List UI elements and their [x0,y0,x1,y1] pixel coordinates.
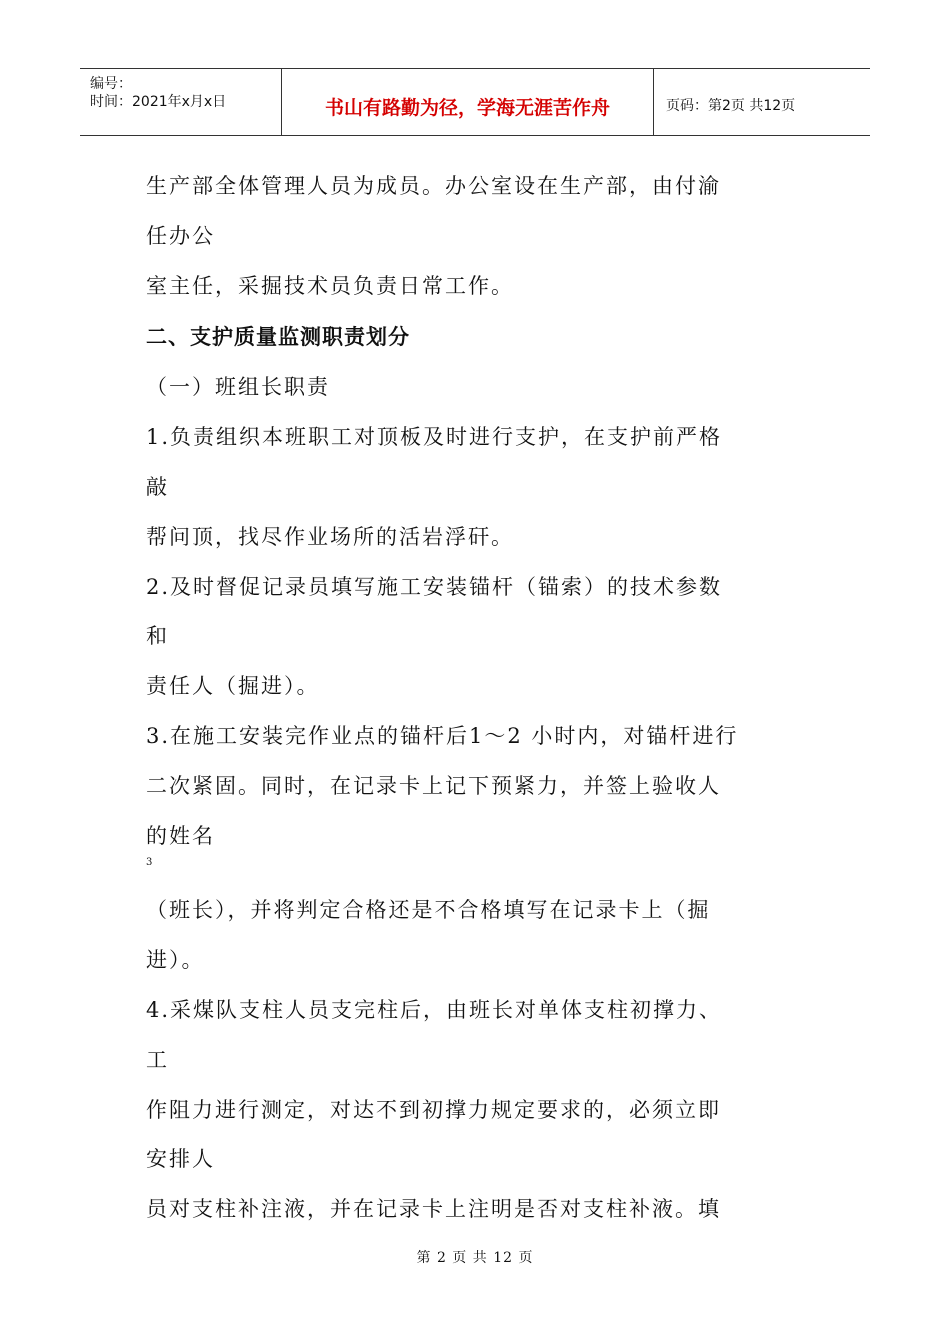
body-line: 敲 [146,475,169,499]
body-line: 进）。 [146,948,205,972]
page-footer: 第 2 页 共 12 页 [416,1250,534,1266]
header-page-number: 页码：第2页 共12页 [666,98,796,114]
page-header [80,68,870,136]
body-line: 责任人（掘进）。 [146,674,320,698]
document-number-label: 编号： [90,76,132,92]
section-heading: 二、支护质量监测职责划分 [146,325,410,349]
body-line: 帮问顶，找尽作业场所的活岩浮矸。 [146,525,514,549]
header-motto: 书山有路勤为径，学海无涯苦作舟 [324,97,610,119]
subsection-heading: （一）班组长职责 [146,375,330,399]
body-line: 安排人 [146,1147,215,1171]
header-page-cell [654,69,870,135]
header-meta-cell [80,69,282,135]
body-line: 3.在施工安装完作业点的锚杆后1～2 小时内，对锚杆进行 [146,724,739,748]
body-line: 2.及时督促记录员填写施工安装锚杆（锚索）的技术参数 [146,575,723,599]
body-line: 工 [146,1048,169,1072]
body-line: 作阻力进行测定，对达不到初撑力规定要求的，必须立即 [146,1098,721,1122]
body-line: （班长），并将判定合格还是不合格填写在记录卡上（掘 [146,898,711,922]
body-line: 室主任，采掘技术员负责日常工作。 [146,274,514,298]
body-line: 的姓名 [146,824,215,848]
body-line: 生产部全体管理人员为成员。办公室设在生产部，由付渝 [146,174,721,198]
header-motto-cell [282,69,654,135]
document-date: 时间：2021年x月x日 [90,94,227,110]
footnote-marker: 3 [146,857,153,868]
body-line: 和 [146,624,169,648]
body-line: 任办公 [146,224,215,248]
body-line: 4.采煤队支柱人员支完柱后，由班长对单体支柱初撑力、 [146,998,723,1022]
body-line: 员对支柱补注液，并在记录卡上注明是否对支柱补液。填 [146,1197,721,1221]
body-line: 二次紧固。同时，在记录卡上记下预紧力，并签上验收人 [146,774,721,798]
body-line: 1.负责组织本班职工对顶板及时进行支护，在支护前严格 [146,425,723,449]
